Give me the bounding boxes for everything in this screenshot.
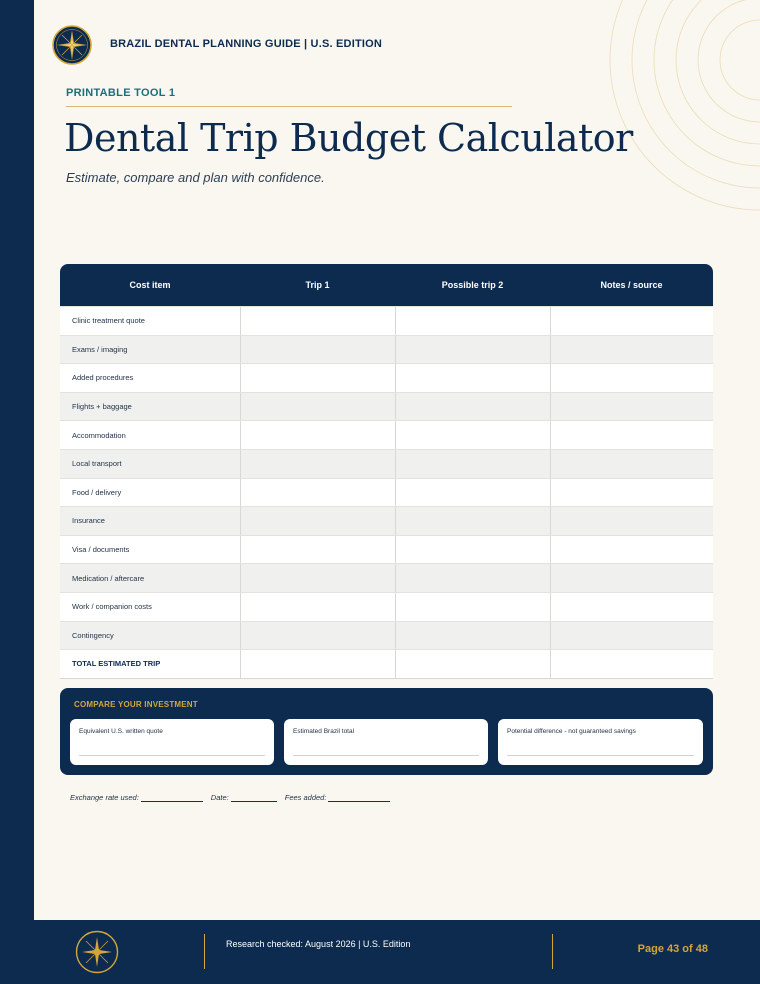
notes-cell[interactable]: [550, 536, 713, 564]
column-header-trip-1: Trip 1: [305, 280, 330, 290]
trip-1-cell[interactable]: [240, 421, 395, 449]
table-row: [60, 363, 713, 392]
guide-title: BRAZIL DENTAL PLANNING GUIDE | U.S. EDITION: [110, 38, 383, 50]
write-line: [507, 755, 694, 756]
notes-cell[interactable]: [550, 564, 713, 592]
notes-cell[interactable]: [550, 479, 713, 507]
row-label: Exams / imaging: [72, 344, 128, 354]
trip-2-cell[interactable]: [395, 421, 550, 449]
notes-total-cell[interactable]: [550, 650, 713, 678]
trip-2-cell[interactable]: [395, 593, 550, 621]
date-label: Date:: [210, 793, 229, 802]
trip-1-cell[interactable]: [240, 564, 395, 592]
total-label: TOTAL ESTIMATED TRIP: [72, 659, 161, 669]
trip-2-total-cell[interactable]: [395, 650, 550, 678]
row-label: Clinic treatment quote: [72, 316, 145, 326]
compass-logo-icon: [75, 930, 119, 974]
trip-1-cell[interactable]: [240, 393, 395, 421]
trip-2-cell[interactable]: [395, 536, 550, 564]
trip-2-cell[interactable]: [395, 450, 550, 478]
blank-line: [328, 794, 390, 802]
table-row: [60, 478, 713, 507]
write-line: [79, 755, 265, 756]
exchange-rate-label: Exchange rate used:: [70, 793, 139, 802]
difference-label: Potential difference - not guaranteed savings: [507, 728, 636, 735]
row-label: Medication / aftercare: [72, 573, 145, 583]
trip-2-cell[interactable]: [395, 564, 550, 592]
footnote-fields: [70, 793, 390, 802]
us-quote-label: Equivalent U.S. written quote: [79, 728, 163, 735]
exchange-rate-field[interactable]: [70, 793, 203, 802]
compare-title: COMPARE YOUR INVESTMENT: [74, 700, 198, 709]
notes-cell[interactable]: [550, 450, 713, 478]
table-row: [60, 335, 713, 364]
trip-2-cell[interactable]: [395, 307, 550, 335]
title-divider: [66, 106, 512, 107]
notes-cell[interactable]: [550, 421, 713, 449]
page-subtitle: Estimate, compare and plan with confidence.: [66, 170, 325, 185]
table-row: [60, 621, 713, 650]
left-sidebar-band: [0, 0, 34, 984]
blank-line: [231, 794, 277, 802]
notes-cell[interactable]: [550, 364, 713, 392]
brazil-total-label: Estimated Brazil total: [293, 728, 355, 735]
notes-cell[interactable]: [550, 336, 713, 364]
row-label: Contingency: [72, 630, 114, 640]
row-label: Added procedures: [72, 373, 134, 383]
table-header: [60, 264, 713, 306]
brazil-total-field[interactable]: [284, 719, 488, 765]
trip-1-cell[interactable]: [240, 507, 395, 535]
trip-2-cell[interactable]: [395, 507, 550, 535]
trip-1-cell[interactable]: [240, 450, 395, 478]
notes-cell[interactable]: [550, 307, 713, 335]
trip-1-cell[interactable]: [240, 536, 395, 564]
table-body: [60, 306, 713, 679]
compass-logo-icon: [52, 25, 92, 65]
row-label: Work / companion costs: [72, 602, 152, 612]
trip-1-cell[interactable]: [240, 307, 395, 335]
row-label: Accommodation: [72, 430, 126, 440]
trip-1-cell[interactable]: [240, 479, 395, 507]
row-label: Insurance: [72, 516, 105, 526]
row-label: Local transport: [72, 459, 122, 469]
decorative-circles: [530, 0, 760, 230]
notes-cell[interactable]: [550, 393, 713, 421]
trip-1-cell[interactable]: [240, 622, 395, 650]
footer-divider: [552, 934, 553, 969]
difference-field[interactable]: [498, 719, 703, 765]
table-row: [60, 449, 713, 478]
table-row: [60, 592, 713, 621]
blank-line: [141, 794, 203, 802]
notes-cell[interactable]: [550, 507, 713, 535]
trip-2-cell[interactable]: [395, 336, 550, 364]
footer-divider: [204, 934, 205, 969]
trip-1-cell[interactable]: [240, 593, 395, 621]
column-header-cost-item: Cost item: [129, 280, 171, 290]
notes-cell[interactable]: [550, 622, 713, 650]
table-row: [60, 535, 713, 564]
footer-note: Research checked: August 2026 | U.S. Edition: [226, 939, 411, 949]
trip-1-cell[interactable]: [240, 364, 395, 392]
page-footer: [0, 920, 760, 984]
trip-2-cell[interactable]: [395, 479, 550, 507]
trip-2-cell[interactable]: [395, 622, 550, 650]
trip-2-cell[interactable]: [395, 364, 550, 392]
table-row: [60, 506, 713, 535]
row-label: Flights + baggage: [72, 402, 132, 412]
row-label: Food / delivery: [72, 487, 122, 497]
notes-cell[interactable]: [550, 593, 713, 621]
trip-2-cell[interactable]: [395, 393, 550, 421]
date-field[interactable]: [211, 793, 277, 802]
table-row: [60, 563, 713, 592]
write-line: [293, 755, 479, 756]
page-title: Dental Trip Budget Calculator: [64, 116, 633, 160]
table-row: [60, 306, 713, 335]
compare-investment-panel: [60, 688, 713, 775]
column-header-trip-2: Possible trip 2: [441, 280, 504, 290]
trip-1-cell[interactable]: [240, 336, 395, 364]
total-row: [60, 649, 713, 678]
table-row: [60, 392, 713, 421]
fees-field[interactable]: [285, 793, 391, 802]
tool-label: PRINTABLE TOOL 1: [66, 87, 176, 99]
trip-1-total-cell[interactable]: [240, 650, 395, 678]
row-label: Visa / documents: [72, 545, 130, 555]
budget-table: [60, 264, 713, 679]
table-row: [60, 420, 713, 449]
page-number: Page 43 of 48: [637, 943, 708, 955]
fees-label: Fees added:: [284, 793, 327, 802]
us-quote-field[interactable]: [70, 719, 274, 765]
column-header-notes: Notes / source: [600, 280, 663, 290]
